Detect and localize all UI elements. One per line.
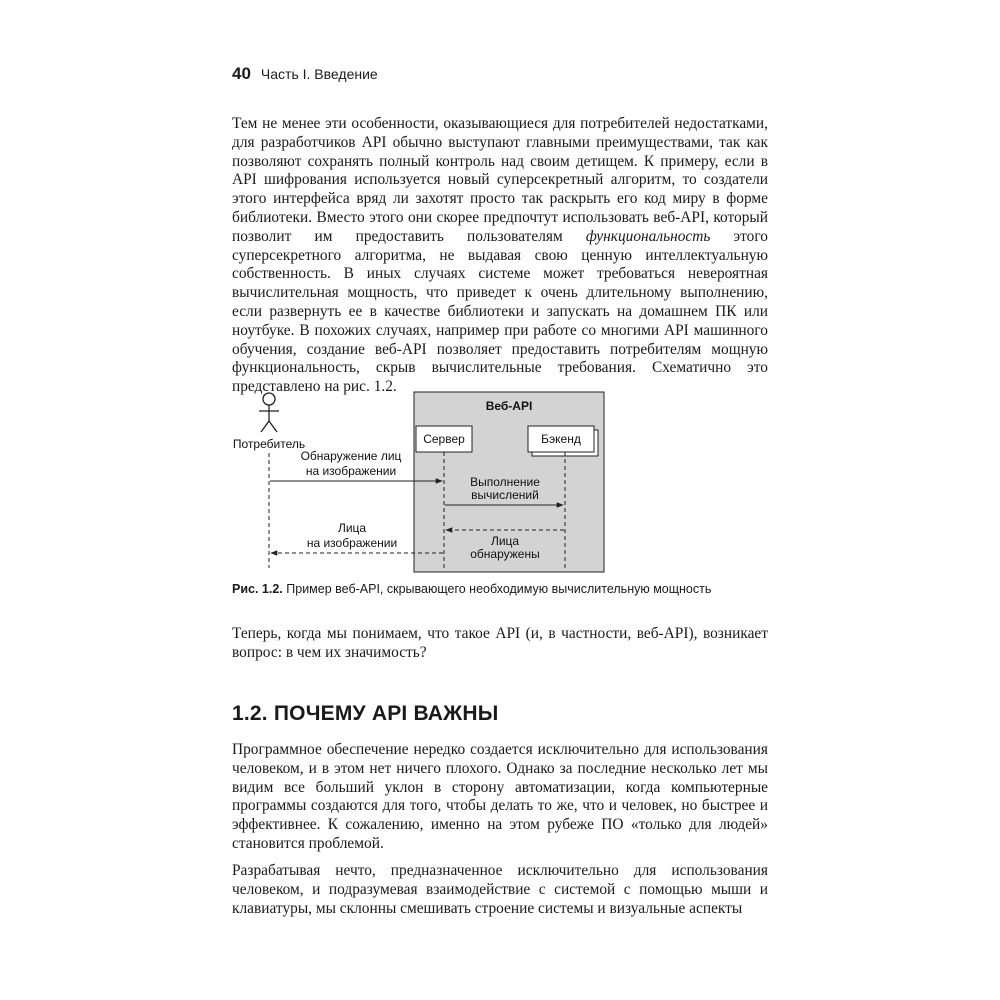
found-label-line2: обнаружены	[470, 547, 540, 561]
body-paragraph: Программное обеспечение нередко создается исключительно для использования человеком, и в этом нет ничего плохого. Однако за последние несколько лет мы видим все больший уклон в сторону автоматизации, когда компьютерные программы создаются для того, чтобы делать то же, что и человек, но быстрее и эффективнее. К сожалению, именно на этом рубеже ПО «только для людей» становится проблемой.	[232, 741, 768, 852]
server-label: Сервер	[423, 432, 465, 446]
paragraph-text: Тем не менее эти особенности, оказывающиеся для потребителей недостатками, для разработчиков API обычно выступают главными преимуществами, так как позволяют сохранять полный контроль над своим детищем. К примеру, если в API шифрования используется новый суперсекретный алгоритм, то создатели этого интерфейса вряд ли захотят просто так раскрыть его код миру в форме библиотеки. Вместо этого они скорее предпочтут использовать веб-API, который позволит им предоставить пользователям	[232, 115, 768, 245]
response-label-line1: Лица	[337, 521, 367, 535]
response-label-line2: на изображении	[306, 536, 398, 550]
request-label-line2: на изображении	[305, 464, 397, 478]
backend-label: Бэкенд	[541, 432, 581, 446]
caption-prefix: Рис. 1.2.	[232, 582, 283, 596]
request-label-line1: Обнаружение лиц	[300, 449, 402, 463]
body-paragraph: Разрабатывая нечто, предназначенное исключительно для использования человеком, и подразумевая взаимодействие с системой с помощью мыши и клавиатуры, мы склонны смешивать строение системы и визуальные аспекты	[232, 862, 768, 917]
consumer-label: Потребитель	[232, 437, 306, 451]
paragraph-text: этого суперсекретного алгоритма, не выдавая свою ценную интеллектуальную собственность. В иных случаях системе может требоваться невероятная вычислительная мощность, что приведет к очень длительному выполнению, если развернуть ее в качестве библиотеки и запускать на домашнем ПК или ноутбуке. В похожих случаях, например при работе со многими API машинного обучения, создание веб-API позволяет предоставить потребителям мощную функциональность, скрыв вычислительные требования. Схематично это представлено на рис. 1.2.	[232, 227, 768, 396]
section-heading: 1.2. ПОЧЕМУ API ВАЖНЫ	[232, 702, 499, 725]
found-label-line1: Лица	[490, 534, 520, 548]
body-paragraph: Теперь, когда мы понимаем, что такое API (и, в частности, веб-API), возникает вопрос: в чем их значимость?	[232, 625, 768, 661]
page-number: 40	[232, 64, 251, 83]
emphasized-term: функциональность	[585, 227, 711, 245]
compute-label-line1: Выполнение	[470, 475, 540, 489]
compute-label-line2: вычислений	[471, 488, 539, 502]
web-api-title: Веб-API	[485, 399, 533, 413]
consumer-actor-icon	[259, 393, 279, 432]
running-title: Часть I. Введение	[260, 66, 378, 82]
caption-text: Пример веб-API, скрывающего необходимую вычислительную мощность	[286, 582, 712, 596]
figure-caption	[232, 582, 711, 596]
